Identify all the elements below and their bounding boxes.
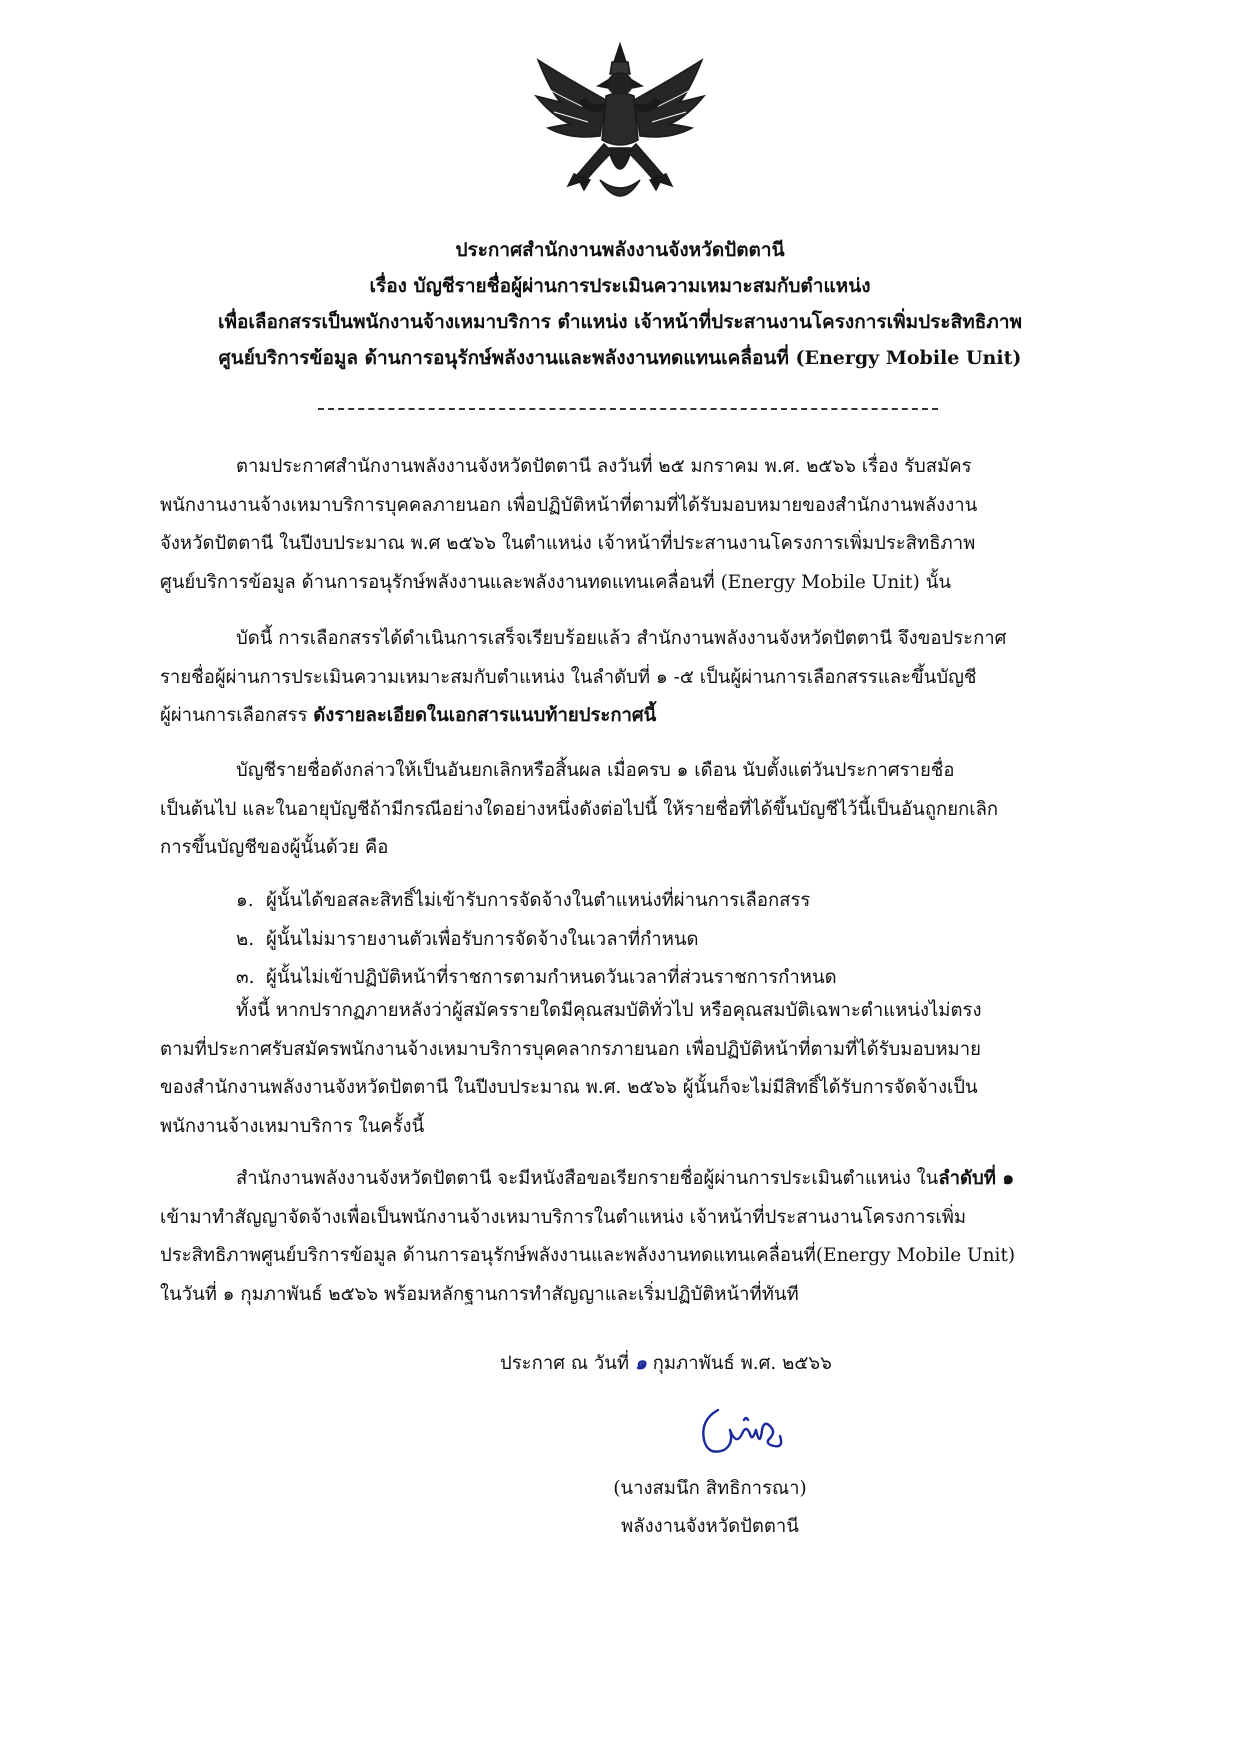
- paragraph-line: เป็นต้นไป และในอายุบัญชีถ้ามีกรณีอย่างใดอย่างหนึ่งดังต่อไปนี้ ให้รายชื่อที่ได้ขึ้นบัญชีไว้นี้เป็นอันถูกยกเลิก: [160, 798, 999, 820]
- paragraph-cancellation: [160, 752, 1100, 868]
- paragraph-line: การขึ้นบัญชีของผู้นั้นด้วย คือ: [160, 837, 389, 858]
- paragraph-line: ประสิทธิภาพศูนย์บริการข้อมูล ด้านการอนุรักษ์พลังงานและพลังงานทดแทนเคลื่อนที่(Energy Mobile Unit): [160, 1245, 1016, 1266]
- list-item: [236, 882, 1116, 921]
- paragraph-line: [160, 697, 1100, 736]
- paragraph-selection-result: [160, 620, 1100, 736]
- paragraph-line: บัญชีรายชื่อดังกล่าวให้เป็นอันยกเลิกหรือสิ้นผล เมื่อครบ ๑ เดือน นับตั้งแต่วันประกาศรายชื่อ: [236, 760, 955, 781]
- list-item: [236, 921, 1116, 960]
- paragraph-line: ทั้งนี้ หากปรากฏภายหลังว่าผู้สมัครรายใดมีคุณสมบัติทั่วไป หรือคุณสมบัติเฉพาะตำแหน่งไม่ตรง: [236, 1000, 982, 1021]
- title-line: เพื่อเลือกสรรเป็นพนักงานจ้างเหมาบริการ ตำแหน่ง เจ้าหน้าที่ประสานงานโครงการเพิ่มประสิทธิภาพ: [217, 311, 1023, 333]
- list-text: ผู้นั้นไม่มารายงานตัวเพื่อรับการจัดจ้างในเวลาที่กำหนด: [266, 928, 699, 950]
- paragraph-disqualification: [160, 992, 1100, 1146]
- date-suffix: กุมภาพันธ์ พ.ศ. ๒๕๖๖: [646, 1353, 832, 1374]
- paragraph-line: พนักงานจ้างเหมาบริการ ในครั้งนี้: [160, 1115, 425, 1137]
- announcement-title: [100, 232, 1140, 376]
- paragraph-reference: [160, 448, 1100, 602]
- rank-highlight: ลำดับที่ ๑: [938, 1168, 1015, 1189]
- paragraph-line: ตามประกาศสำนักงานพลังงานจังหวัดปัตตานี ลงวันที่ ๒๕ มกราคม พ.ศ. ๒๕๖๖ เรื่อง รับสมัคร: [236, 456, 972, 477]
- list-text: ผู้นั้นไม่เข้าปฏิบัติหน้าที่ราชการตามกำหนดวันเวลาที่ส่วนราชการกำหนด: [266, 967, 837, 988]
- announcement-date: [500, 1345, 832, 1383]
- paragraph-line: ในวันที่ ๑ กุมภาพันธ์ ๒๕๖๖ พร้อมหลักฐานการทำสัญญาและเริ่มปฏิบัติหน้าที่ทันที: [160, 1283, 799, 1305]
- conditions-list: [236, 882, 1116, 998]
- attachment-note: ดังรายละเอียดในเอกสารแนบท้ายประกาศนี้: [313, 705, 657, 726]
- garuda-emblem-icon: [530, 40, 710, 215]
- paragraph-line: เข้ามาทำสัญญาจัดจ้างเพื่อเป็นพนักงานจ้างเหมาบริการในตำแหน่ง เจ้าหน้าที่ประสานงานโครงการเพิ่ม: [160, 1206, 967, 1228]
- title-line: ศูนย์บริการข้อมูล ด้านการอนุรักษ์พลังงานและพลังงานทดแทนเคลื่อนที่ (Energy Mobile Unit): [218, 347, 1022, 369]
- list-text: ผู้นั้นได้ขอสละสิทธิ์ไม่เข้ารับการจัดจ้างในตำแหน่งที่ผ่านการเลือกสรร: [266, 890, 811, 911]
- signer-block: [500, 1470, 920, 1546]
- paragraph-line: พนักงานงานจ้างเหมาบริการบุคคลภายนอก เพื่อปฏิบัติหน้าที่ตามที่ได้รับมอบหมายของสำนักงานพลังงาน: [160, 494, 978, 516]
- paragraph-line: [160, 1160, 1100, 1199]
- paragraph-contract: [160, 1160, 1100, 1314]
- title-line: เรื่อง บัญชีรายชื่อผู้ผ่านการประเมินความเหมาะสมกับตำแหน่ง: [369, 275, 871, 297]
- paragraph-line: บัดนี้ การเลือกสรรได้ดำเนินการเสร็จเรียบร้อยแล้ว สำนักงานพลังงานจังหวัดปัตตานี จึงขอประกาศ: [236, 628, 1007, 649]
- paragraph-line: ของสำนักงานพลังงานจังหวัดปัตตานี ในปีงบประมาณ พ.ศ. ๒๕๖๖ ผู้นั้นก็จะไม่มีสิทธิ์ได้รับการจัดจ้างเป็น: [160, 1077, 978, 1098]
- signer-position: พลังงานจังหวัดปัตตานี: [621, 1516, 799, 1537]
- list-number: ๑.: [236, 890, 254, 911]
- list-number: ๓.: [236, 967, 255, 988]
- paragraph-text: ผู้ผ่านการเลือกสรร: [160, 705, 314, 726]
- paragraph-line: ตามที่ประกาศรับสมัครพนักงานจ้างเหมาบริการบุคคลากรภายนอก เพื่อปฏิบัติหน้าที่ตามที่ได้รับมอบหมาย: [160, 1038, 981, 1060]
- paragraph-text: สำนักงานพลังงานจังหวัดปัตตานี จะมีหนังสือขอเรียกรายชื่อผู้ผ่านการประเมินตำแหน่ง ใน: [236, 1168, 939, 1189]
- dashed-divider: [318, 408, 938, 410]
- date-prefix: ประกาศ ณ วันที่: [500, 1353, 635, 1374]
- paragraph-line: ศูนย์บริการข้อมูล ด้านการอนุรักษ์พลังงานและพลังงานทดแทนเคลื่อนที่ (Energy Mobile Unit) นั้น: [160, 571, 952, 593]
- paragraph-line: รายชื่อผู้ผ่านการประเมินความเหมาะสมกับตำแหน่ง ในลำดับที่ ๑ -๕ เป็นผู้ผ่านการเลือกสรรและขึ้นบัญชี: [160, 666, 977, 688]
- list-number: ๒.: [236, 928, 255, 950]
- paragraph-line: จังหวัดปัตตานี ในปีงบประมาณ พ.ศ ๒๕๖๖ ในตำแหน่ง เจ้าหน้าที่ประสานงานโครงการเพิ่มประสิทธิภาพ: [160, 533, 976, 554]
- handwritten-signature-icon: [690, 1390, 800, 1470]
- signer-name: (นางสมนึก สิทธิการณา): [613, 1478, 807, 1499]
- title-line: ประกาศสำนักงานพลังงานจังหวัดปัตตานี: [455, 239, 785, 261]
- date-day: ๑: [634, 1353, 647, 1374]
